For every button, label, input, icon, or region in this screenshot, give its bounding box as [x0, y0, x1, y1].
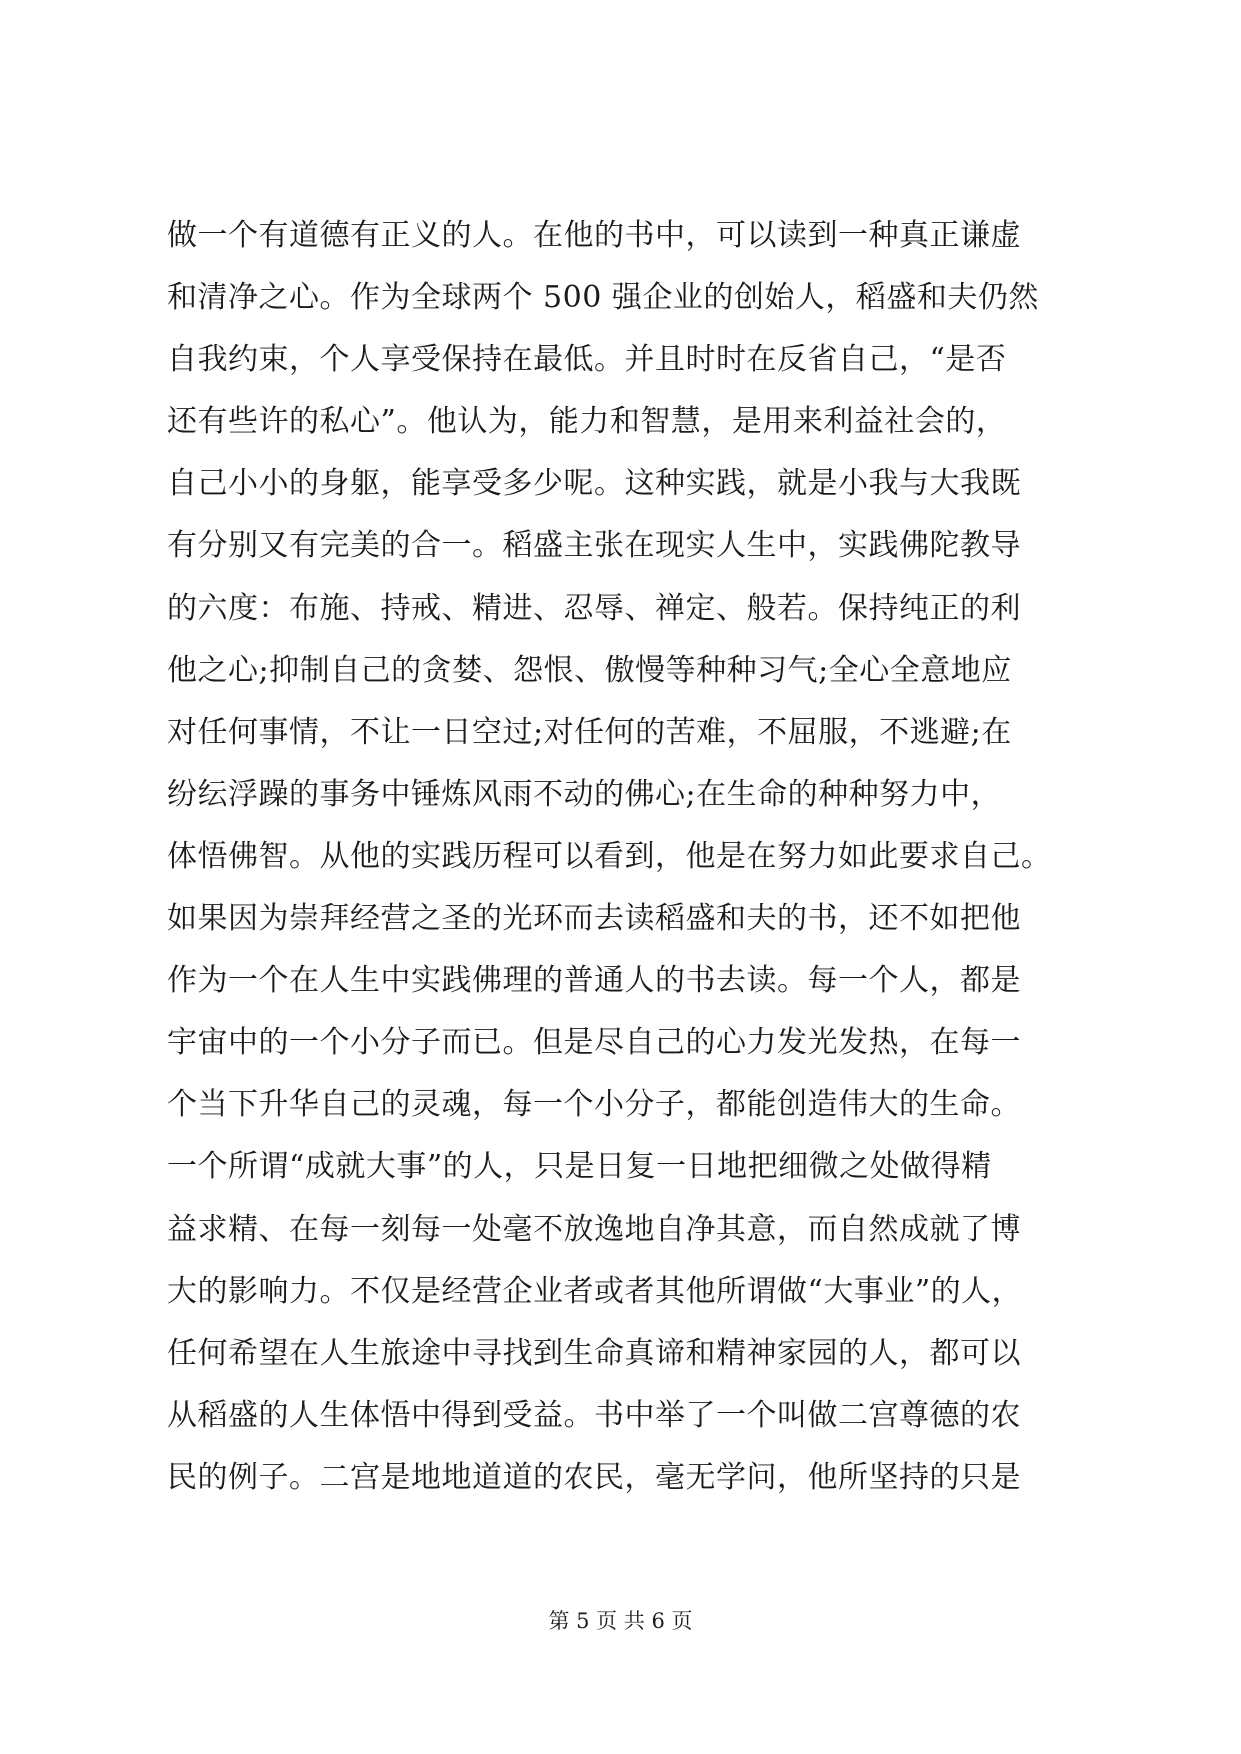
text-line: 宇宙中的一个小分子而已。但是尽自己的心力发光发热，在每一 [167, 1025, 1021, 1061]
text-line: 任何希望在人生旅途中寻找到生命真谛和精神家园的人，都可以 [167, 1335, 1021, 1371]
text-line: 自己小小的身躯，能享受多少呢。这种实践，就是小我与大我既 [167, 466, 1021, 502]
text-line: 益求精、在每一刻每一处毫不放逸地自净其意，而自然成就了博 [167, 1211, 1021, 1247]
text-line: 做一个有道德有正义的人。在他的书中，可以读到一种真正谦虚 [167, 218, 1021, 253]
text-line: 的六度：布施、持戒、精进、忍辱、禅定、般若。保持纯正的利 [167, 590, 1021, 626]
text-line: 体悟佛智。从他的实践历程可以看到，他是在努力如此要求自己。 [167, 838, 1052, 874]
text-line: 大的影响力。不仅是经营企业者或者其他所谓做“大事业”的人， [167, 1273, 1023, 1309]
text-line: 个当下升华自己的灵魂，每一个小分子，都能创造伟大的生命。 [167, 1087, 1021, 1123]
text-line: 从稻盛的人生体悟中得到受益。书中举了一个叫做二宫尊德的农 [167, 1397, 1021, 1433]
page-number-footer: 第 5 页 共 6 页 [548, 1609, 693, 1633]
text-line: 还有些许的私心”。他认为，能力和智慧，是用来利益社会的， [167, 404, 1007, 440]
text-line: 如果因为崇拜经营之圣的光环而去读稻盛和夫的书，还不如把他 [167, 901, 1021, 937]
text-line: 纷纭浮躁的事务中锤炼风雨不动的佛心;在生命的种种努力中， [167, 776, 1002, 812]
text-line: 作为一个在人生中实践佛理的普通人的书去读。每一个人，都是 [167, 963, 1021, 999]
text-line: 有分别又有完美的合一。稻盛主张在现实人生中，实践佛陀教导 [167, 528, 1021, 564]
text-line: 对任何事情，不让一日空过;对任何的苦难，不屈服，不逃避;在 [167, 714, 1012, 750]
text-line: 自我约束，个人享受保持在最低。并且时时在反省自己，“是否 [167, 342, 1007, 378]
text-line: 民的例子。二宫是地地道道的农民，毫无学问，他所坚持的只是 [167, 1459, 1021, 1495]
text-line: 和清净之心。作为全球两个 500 强企业的创始人，稻盛和夫仍然 [167, 280, 1039, 316]
text-line: 一个所谓“成就大事”的人，只是日复一日地把细微之处做得精 [167, 1149, 992, 1185]
body-text [167, 205, 1087, 1509]
text-line: 他之心;抑制自己的贪婪、怨恨、傲慢等种种习气;全心全意地应 [167, 652, 1012, 688]
